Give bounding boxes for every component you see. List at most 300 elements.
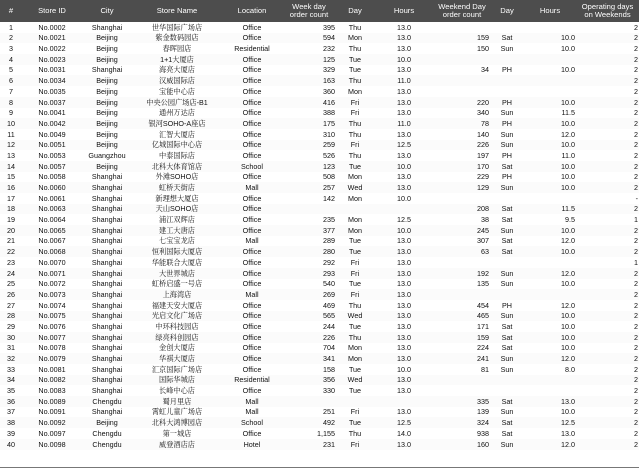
cell-location: Office [222, 246, 282, 257]
cell-weekend-hours: 10.0 [524, 118, 576, 129]
cell-city: Shanghai [82, 257, 132, 268]
table-header [0, 0, 639, 22]
cell-store-id: No.0057 [22, 161, 82, 172]
cell-weekend-day: Sun [490, 439, 524, 450]
cell-weekend-orders: 170 [434, 161, 490, 172]
cell-city: Beijing [82, 33, 132, 44]
cell-weekday-hours: 13.0 [374, 150, 434, 161]
table-row [0, 43, 639, 54]
cell-store-name: 霄虹儿童广场店 [132, 407, 222, 418]
cell-num: 26 [0, 289, 22, 300]
cell-weekend-hours: 10.0 [524, 225, 576, 236]
cell-weekend-hours: 10.0 [524, 246, 576, 257]
table-row [0, 321, 639, 332]
cell-city: Chengdu [82, 396, 132, 407]
cell-weekday-orders: 330 [282, 385, 336, 396]
cell-store-name: 蜀月里店 [132, 396, 222, 407]
cell-num: 21 [0, 236, 22, 247]
cell-operating-days: 2 [576, 311, 639, 322]
cell-weekday-orders: 395 [282, 22, 336, 33]
cell-weekend-day: Sun [490, 311, 524, 322]
cell-store-id: No.0083 [22, 385, 82, 396]
cell-city: Shanghai [82, 321, 132, 332]
table-row [0, 204, 639, 215]
cell-weekend-hours: 10.0 [524, 279, 576, 290]
cell-num: 22 [0, 246, 22, 257]
cell-operating-days: 2 [576, 108, 639, 119]
cell-location: Office [222, 97, 282, 108]
cell-weekend-orders [434, 86, 490, 97]
table-row [0, 257, 639, 268]
cell-store-id: No.0058 [22, 172, 82, 183]
cell-num: 23 [0, 257, 22, 268]
cell-store-name: 春晖园店 [132, 43, 222, 54]
table-row [0, 214, 639, 225]
cell-weekday-day: Thu [336, 332, 374, 343]
table-row [0, 396, 639, 407]
cell-weekend-day: Sun [490, 225, 524, 236]
cell-weekday-hours: 13.0 [374, 65, 434, 76]
cell-weekday-day: Thu [336, 43, 374, 54]
header-weekday-orders: Week day order count [282, 0, 336, 22]
table-row [0, 118, 639, 129]
cell-weekday-orders: 280 [282, 246, 336, 257]
cell-operating-days: 2 [576, 279, 639, 290]
cell-weekday-day [336, 204, 374, 215]
cell-store-id: No.0077 [22, 332, 82, 343]
cell-weekday-hours: 13.0 [374, 439, 434, 450]
cell-store-id: No.0072 [22, 279, 82, 290]
cell-city: Shanghai [82, 289, 132, 300]
cell-weekday-day: Thu [336, 300, 374, 311]
table-row [0, 75, 639, 86]
cell-weekend-day: Sat [490, 214, 524, 225]
cell-weekday-orders: 257 [282, 182, 336, 193]
cell-weekend-orders: 140 [434, 129, 490, 140]
cell-location: Mall [222, 289, 282, 300]
cell-weekend-orders: 324 [434, 417, 490, 428]
cell-weekday-day: Mon [336, 33, 374, 44]
cell-city: Shanghai [82, 214, 132, 225]
cell-operating-days: 2 [576, 396, 639, 407]
table-row [0, 236, 639, 247]
cell-weekend-day: Sun [490, 108, 524, 119]
cell-store-name: 上海湾店 [132, 289, 222, 300]
cell-weekend-orders: 159 [434, 332, 490, 343]
cell-operating-days: 1 [576, 214, 639, 225]
cell-weekend-hours: 8.0 [524, 364, 576, 375]
cell-weekday-hours: 13.0 [374, 97, 434, 108]
cell-weekend-hours [524, 375, 576, 386]
cell-weekday-orders [282, 204, 336, 215]
cell-city: Beijing [82, 108, 132, 119]
cell-weekend-day [490, 193, 524, 204]
table-row [0, 108, 639, 119]
cell-weekday-day: Thu [336, 129, 374, 140]
cell-operating-days: 2 [576, 364, 639, 375]
cell-num: 5 [0, 65, 22, 76]
cell-num: 36 [0, 396, 22, 407]
cell-num: 1 [0, 22, 22, 33]
cell-weekend-day [490, 385, 524, 396]
cell-weekday-hours: 13.0 [374, 375, 434, 386]
cell-weekday-day: Thu [336, 428, 374, 439]
cell-weekday-orders: 142 [282, 193, 336, 204]
cell-store-id: No.0060 [22, 182, 82, 193]
cell-city: Shanghai [82, 407, 132, 418]
cell-weekend-orders: 229 [434, 172, 490, 183]
cell-weekend-hours: 12.5 [524, 417, 576, 428]
cell-weekday-hours: 13.0 [374, 407, 434, 418]
cell-location: Mall [222, 407, 282, 418]
cell-weekday-day: Fri [336, 108, 374, 119]
cell-weekday-hours: 13.0 [374, 236, 434, 247]
cell-weekday-day: Tue [336, 385, 374, 396]
cell-operating-days: 2 [576, 86, 639, 97]
cell-store-id: No.0074 [22, 300, 82, 311]
cell-weekday-hours: 13.0 [374, 182, 434, 193]
cell-store-id: No.0075 [22, 311, 82, 322]
cell-weekend-hours [524, 54, 576, 65]
cell-num: 13 [0, 150, 22, 161]
cell-location: Office [222, 118, 282, 129]
cell-weekday-hours: 13.0 [374, 289, 434, 300]
cell-weekday-day: Wed [336, 375, 374, 386]
cell-city: Beijing [82, 161, 132, 172]
cell-weekend-orders: 340 [434, 108, 490, 119]
cell-num: 14 [0, 161, 22, 172]
cell-operating-days: 2 [576, 43, 639, 54]
cell-weekend-day: Sat [490, 204, 524, 215]
cell-store-name: 亿城国际中心店 [132, 140, 222, 151]
cell-store-name: 虹桥启盛一号店 [132, 279, 222, 290]
cell-weekday-day: Tue [336, 246, 374, 257]
cell-weekday-orders: 175 [282, 118, 336, 129]
cell-store-name: 北科大体育馆店 [132, 161, 222, 172]
cell-store-name: 1+1大厦店 [132, 54, 222, 65]
table-body [0, 22, 639, 450]
cell-store-id: No.0042 [22, 118, 82, 129]
cell-operating-days: 2 [576, 140, 639, 151]
cell-weekday-hours: 10.0 [374, 161, 434, 172]
cell-store-id: No.0063 [22, 204, 82, 215]
cell-weekday-hours: 13.0 [374, 268, 434, 279]
cell-num: 16 [0, 182, 22, 193]
cell-city: Shanghai [82, 22, 132, 33]
cell-weekend-hours: 10.0 [524, 332, 576, 343]
cell-weekend-orders: 34 [434, 65, 490, 76]
cell-store-id: No.0068 [22, 246, 82, 257]
cell-location: Residential [222, 43, 282, 54]
cell-location: Office [222, 353, 282, 364]
cell-city: Guangzhou [82, 150, 132, 161]
cell-operating-days: 2 [576, 375, 639, 386]
table-row [0, 417, 639, 428]
header-weekend-day: Day [490, 0, 524, 22]
cell-operating-days: 2 [576, 300, 639, 311]
cell-store-id: No.0067 [22, 236, 82, 247]
cell-num: 25 [0, 279, 22, 290]
cell-operating-days: 2 [576, 225, 639, 236]
cell-weekend-orders: 208 [434, 204, 490, 215]
table-row [0, 161, 639, 172]
cell-weekend-day: Sun [490, 182, 524, 193]
cell-store-name: 中央公园广场店-B1 [132, 97, 222, 108]
table-row [0, 268, 639, 279]
cell-weekday-hours: 13.0 [374, 22, 434, 33]
cell-operating-days: 2 [576, 428, 639, 439]
cell-weekday-day: Mon [336, 214, 374, 225]
cell-weekend-day: PH [490, 150, 524, 161]
cell-weekend-orders: 241 [434, 353, 490, 364]
cell-store-name: 中环科技园店 [132, 321, 222, 332]
cell-location: Office [222, 86, 282, 97]
cell-weekend-day: PH [490, 118, 524, 129]
cell-weekend-orders: 220 [434, 97, 490, 108]
cell-city: Shanghai [82, 300, 132, 311]
cell-city: Beijing [82, 140, 132, 151]
cell-weekend-orders: 159 [434, 33, 490, 44]
cell-weekday-day: Tue [336, 279, 374, 290]
cell-weekday-orders: 231 [282, 439, 336, 450]
cell-num: 24 [0, 268, 22, 279]
table-row [0, 182, 639, 193]
table-row [0, 279, 639, 290]
cell-weekday-day: Mon [336, 225, 374, 236]
header-weekday-hours: Hours [374, 0, 434, 22]
cell-weekday-day [336, 396, 374, 407]
cell-store-id: No.0035 [22, 86, 82, 97]
cell-num: 38 [0, 417, 22, 428]
cell-city: Shanghai [82, 225, 132, 236]
cell-num: 28 [0, 311, 22, 322]
cell-weekday-orders: 356 [282, 375, 336, 386]
cell-weekend-day: Sun [490, 140, 524, 151]
cell-weekend-hours: 13.0 [524, 428, 576, 439]
cell-weekend-orders: 160 [434, 439, 490, 450]
cell-weekday-orders: 269 [282, 289, 336, 300]
cell-weekday-hours: 13.0 [374, 33, 434, 44]
table-row [0, 300, 639, 311]
cell-num: 27 [0, 300, 22, 311]
cell-weekday-orders: 469 [282, 300, 336, 311]
cell-weekend-orders: 150 [434, 43, 490, 54]
cell-operating-days: 2 [576, 236, 639, 247]
cell-num: 18 [0, 204, 22, 215]
cell-num: 19 [0, 214, 22, 225]
cell-weekend-hours: 12.0 [524, 236, 576, 247]
table-row [0, 289, 639, 300]
cell-weekend-day: PH [490, 97, 524, 108]
cell-operating-days: 2 [576, 129, 639, 140]
cell-weekday-hours: 11.0 [374, 118, 434, 129]
cell-city: Shanghai [82, 332, 132, 343]
cell-weekend-day: Sat [490, 321, 524, 332]
cell-store-name: 大世界城店 [132, 268, 222, 279]
cell-location: Hotel [222, 439, 282, 450]
cell-store-name: 汉威国际店 [132, 75, 222, 86]
table-row [0, 65, 639, 76]
cell-weekend-orders: 129 [434, 182, 490, 193]
cell-store-id: No.0041 [22, 108, 82, 119]
cell-num: 15 [0, 172, 22, 183]
cell-city: Beijing [82, 129, 132, 140]
cell-weekend-hours: 10.0 [524, 140, 576, 151]
cell-weekend-hours: 10.0 [524, 65, 576, 76]
cell-num: 4 [0, 54, 22, 65]
cell-num: 33 [0, 364, 22, 375]
cell-weekend-hours: 12.0 [524, 129, 576, 140]
cell-num: 8 [0, 97, 22, 108]
cell-weekday-orders: 704 [282, 343, 336, 354]
cell-city: Shanghai [82, 375, 132, 386]
cell-weekend-hours: 10.0 [524, 33, 576, 44]
cell-store-id: No.0031 [22, 65, 82, 76]
cell-store-id: No.0081 [22, 364, 82, 375]
cell-weekend-orders [434, 193, 490, 204]
cell-operating-days: 2 [576, 246, 639, 257]
cell-weekend-orders: 197 [434, 150, 490, 161]
cell-num: 6 [0, 75, 22, 86]
cell-weekday-day: Mon [336, 193, 374, 204]
cell-weekday-day: Fri [336, 407, 374, 418]
cell-weekend-day [490, 375, 524, 386]
cell-weekday-hours: 13.0 [374, 43, 434, 54]
cell-operating-days: 2 [576, 150, 639, 161]
cell-weekday-day: Fri [336, 439, 374, 450]
cell-store-name: 外滩SOHO店 [132, 172, 222, 183]
cell-weekday-day: Wed [336, 182, 374, 193]
cell-operating-days: 2 [576, 289, 639, 300]
cell-operating-days: 2 [576, 182, 639, 193]
table-row [0, 332, 639, 343]
cell-store-id: No.0091 [22, 407, 82, 418]
cell-weekend-day: Sat [490, 417, 524, 428]
cell-weekend-orders: 454 [434, 300, 490, 311]
cell-weekend-day: Sat [490, 396, 524, 407]
cell-weekday-day: Fri [336, 268, 374, 279]
cell-operating-days: 2 [576, 97, 639, 108]
cell-weekend-hours [524, 193, 576, 204]
cell-store-id: No.0079 [22, 353, 82, 364]
cell-weekend-day [490, 86, 524, 97]
cell-city: Beijing [82, 86, 132, 97]
cell-weekend-day [490, 75, 524, 86]
cell-weekday-orders: 251 [282, 407, 336, 418]
cell-weekend-day: Sun [490, 43, 524, 54]
cell-weekend-orders: 465 [434, 311, 490, 322]
cell-weekday-orders: 565 [282, 311, 336, 322]
cell-weekend-day [490, 257, 524, 268]
cell-location: Office [222, 193, 282, 204]
cell-store-id: No.0061 [22, 193, 82, 204]
cell-location: Office [222, 214, 282, 225]
cell-num: 11 [0, 129, 22, 140]
cell-num: 20 [0, 225, 22, 236]
cell-store-id: No.0076 [22, 321, 82, 332]
cell-weekday-orders: 310 [282, 129, 336, 140]
cell-store-name: 福建天安大厦店 [132, 300, 222, 311]
cell-weekday-hours: 13.0 [374, 257, 434, 268]
cell-weekday-hours: 13.0 [374, 385, 434, 396]
cell-store-id: No.0070 [22, 257, 82, 268]
cell-store-name: 国际华城店 [132, 375, 222, 386]
cell-weekday-day: Mon [336, 343, 374, 354]
cell-weekend-hours: 11.5 [524, 108, 576, 119]
cell-city: Beijing [82, 54, 132, 65]
cell-weekday-hours: 13.0 [374, 86, 434, 97]
cell-weekend-day: Sun [490, 268, 524, 279]
cell-operating-days: 2 [576, 385, 639, 396]
cell-weekday-orders: 226 [282, 332, 336, 343]
cell-operating-days: - [576, 193, 639, 204]
cell-store-id: No.0098 [22, 439, 82, 450]
cell-weekend-hours [524, 86, 576, 97]
cell-weekday-day: Fri [336, 140, 374, 151]
cell-store-id: No.0049 [22, 129, 82, 140]
cell-weekend-day: Sun [490, 279, 524, 290]
cell-store-name: 紫金数码园店 [132, 33, 222, 44]
cell-city: Shanghai [82, 246, 132, 257]
cell-store-id: No.0051 [22, 140, 82, 151]
cell-weekend-hours: 11.5 [524, 204, 576, 215]
cell-num: 34 [0, 375, 22, 386]
cell-city: Beijing [82, 417, 132, 428]
cell-weekday-hours: 13.0 [374, 300, 434, 311]
table-row [0, 407, 639, 418]
cell-location: Office [222, 279, 282, 290]
cell-num: 31 [0, 343, 22, 354]
cell-city: Shanghai [82, 343, 132, 354]
cell-weekend-orders: 335 [434, 396, 490, 407]
cell-store-name: 中泰国际店 [132, 150, 222, 161]
cell-weekend-hours: 10.0 [524, 43, 576, 54]
table-row [0, 86, 639, 97]
cell-store-name: 第一城店 [132, 428, 222, 439]
cell-weekday-orders: 329 [282, 65, 336, 76]
cell-weekday-day: Tue [336, 161, 374, 172]
cell-weekday-orders: 244 [282, 321, 336, 332]
cell-weekend-orders: 38 [434, 214, 490, 225]
cell-location: Office [222, 108, 282, 119]
cell-weekday-day: Thu [336, 75, 374, 86]
cell-weekday-hours [374, 396, 434, 407]
cell-weekend-orders [434, 22, 490, 33]
cell-store-id: No.0078 [22, 343, 82, 354]
cell-weekday-orders: 594 [282, 33, 336, 44]
cell-weekend-hours: 10.0 [524, 321, 576, 332]
cell-weekend-day: PH [490, 65, 524, 76]
cell-city: Shanghai [82, 279, 132, 290]
table-row [0, 428, 639, 439]
cell-weekend-orders: 135 [434, 279, 490, 290]
cell-weekday-orders: 163 [282, 75, 336, 86]
cell-weekday-orders: 158 [282, 364, 336, 375]
cell-weekend-hours: 12.0 [524, 439, 576, 450]
cell-weekend-orders: 226 [434, 140, 490, 151]
cell-operating-days: 2 [576, 321, 639, 332]
cell-weekday-orders: 492 [282, 417, 336, 428]
cell-operating-days: 2 [576, 353, 639, 364]
cell-weekday-day: Wed [336, 311, 374, 322]
cell-operating-days: 2 [576, 439, 639, 450]
cell-store-name: 虹桥天街店 [132, 182, 222, 193]
cell-weekday-orders: 232 [282, 43, 336, 54]
cell-store-name: 华能联合大厦店 [132, 257, 222, 268]
cell-num: 32 [0, 353, 22, 364]
cell-operating-days: 2 [576, 268, 639, 279]
cell-location: Residential [222, 375, 282, 386]
